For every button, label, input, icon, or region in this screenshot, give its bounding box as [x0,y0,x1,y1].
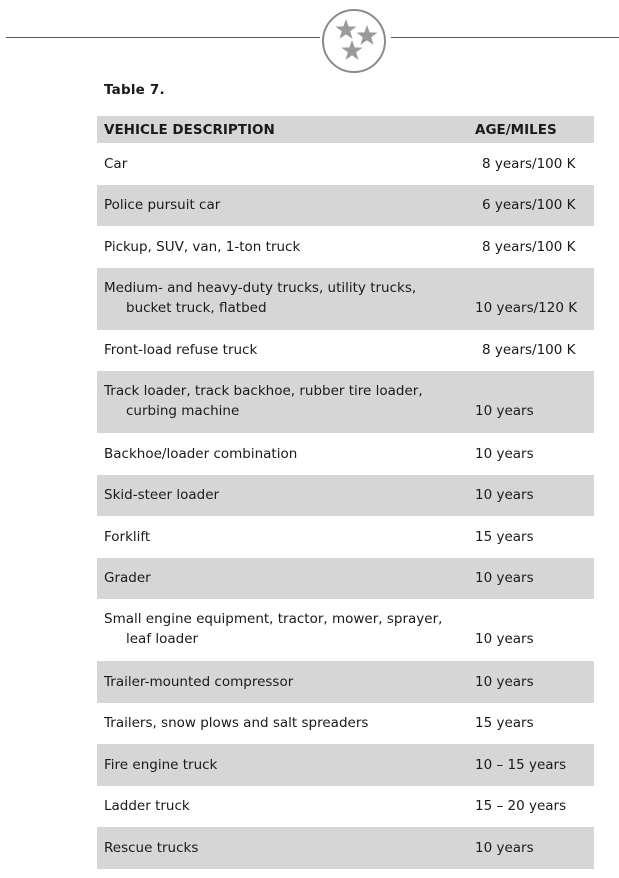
table-row [97,786,594,828]
table-row [97,599,594,661]
age-miles-value: 10 years [475,839,534,856]
vehicle-description-line2: bucket truck, flatbed [126,299,267,316]
table-row [97,433,594,475]
table-title: Table 7. [104,82,165,98]
age-miles-value: 10 years [475,673,534,690]
age-miles-value: 10 – 15 years [475,756,567,773]
tristar-emblem-icon [321,8,387,74]
table-row [97,661,594,703]
age-miles-value: 10 years [475,487,534,504]
vehicle-description: Trailer-mounted compressor [104,673,294,690]
header-rule-right [391,37,619,38]
table-row [97,268,594,330]
table-row [97,185,594,227]
table-row [97,330,594,372]
vehicle-description [104,609,442,649]
table-row [97,516,594,558]
table-row [97,703,594,745]
age-miles-value: 15 years [475,528,534,545]
age-miles-value: 10 years [475,570,534,587]
vehicle-description: Car [104,155,128,172]
table-row [97,827,594,869]
vehicle-description: Backhoe/loader combination [104,445,298,462]
table-row [97,744,594,786]
vehicle-description: Ladder truck [104,798,190,815]
column-header-age-miles: AGE/MILES [475,121,557,138]
age-miles-value: 10 years/120 K [475,299,578,316]
age-miles-value: 10 years [475,403,534,419]
vehicle-description-line2: curbing machine [126,403,240,419]
vehicle-description: Rescue trucks [104,839,199,856]
age-miles-value: 10 years [475,631,534,647]
vehicle-description: Police pursuit car [104,197,221,214]
vehicle-description-line2: leaf loader [126,631,199,647]
header-rule-left [6,37,320,38]
vehicle-description-line1: Track loader, track backhoe, rubber tire loader, [104,383,423,399]
vehicle-description: Skid-steer loader [104,487,220,504]
vehicle-description: Front-load refuse truck [104,342,258,359]
age-miles-value: 10 years [475,445,534,462]
age-miles-value: 8 years/100 K [482,238,576,255]
table-row [97,558,594,600]
table-row [97,475,594,517]
column-header-description: VEHICLE DESCRIPTION [104,121,275,138]
vehicle-description: Trailers, snow plows and salt spreaders [104,715,369,732]
table-row [97,226,594,268]
age-miles-value: 15 years [475,715,534,732]
vehicle-description: Fire engine truck [104,756,218,773]
vehicle-description: Grader [104,570,151,587]
vehicle-description: Forklift [104,528,151,545]
table-row [97,143,594,185]
vehicle-description: Pickup, SUV, van, 1-ton truck [104,238,301,255]
vehicle-replacement-table [97,116,594,869]
table-header-row [97,116,594,143]
vehicle-description-line1: Small engine equipment, tractor, mower, sprayer, [104,611,443,627]
vehicle-description [104,278,416,318]
age-miles-value: 8 years/100 K [482,342,576,359]
age-miles-value: 8 years/100 K [482,155,576,172]
vehicle-description [104,381,423,421]
table-row [97,371,594,433]
vehicle-description-line1: Medium- and heavy-duty trucks, utility trucks, [104,279,417,296]
age-miles-value: 15 – 20 years [475,798,567,815]
age-miles-value: 6 years/100 K [482,197,576,214]
